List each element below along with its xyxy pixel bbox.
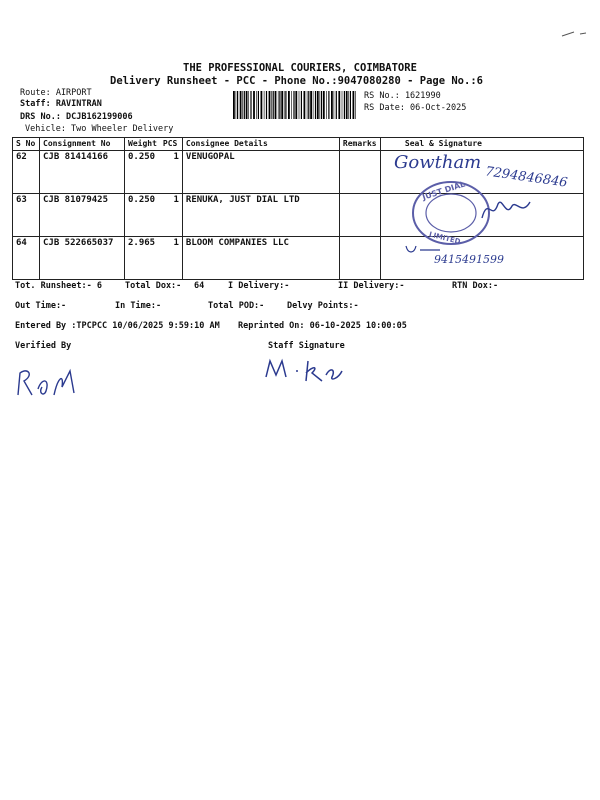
cell-consignee: VENUGOPAL [182, 151, 339, 194]
staff-signature [262, 355, 352, 385]
col-pcs: PCS [160, 138, 183, 151]
out-time: Out Time:- [15, 301, 67, 311]
handwritten-phone-1: 7294846846 [484, 164, 569, 191]
cell-consignment: CJB 81414166 [40, 151, 125, 194]
svg-text:JUST DIAL: JUST DIAL [421, 179, 467, 202]
col-weight: Weight [125, 138, 160, 151]
company-title: THE PROFESSIONAL COURIERS, COIMBATORE [183, 62, 417, 74]
cell-sno: 62 [13, 151, 40, 194]
cell-pcs: 1 [160, 151, 183, 194]
handwritten-phone-2: 9415491599 [434, 253, 504, 266]
delvy-points: Delvy Points:- [287, 301, 359, 311]
verifier-signature [14, 365, 80, 399]
cell-remarks [339, 151, 380, 194]
corner-pen-mark [560, 28, 590, 40]
rs-number: RS No.: 1621990 [364, 91, 441, 101]
svg-text:LIMITED: LIMITED [428, 230, 462, 246]
cell-weight: 0.250 [125, 194, 160, 237]
route-text: Route: AIRPORT [20, 88, 92, 98]
reprinted-on: Reprinted On: 06-10-2025 10:00:05 [238, 321, 407, 331]
in-time: In Time:- [115, 301, 162, 311]
cell-remarks [339, 194, 380, 237]
cell-sno: 63 [13, 194, 40, 237]
tot-runsheet: Tot. Runsheet:- 6 [15, 281, 102, 291]
col-sno: S No [13, 138, 40, 151]
total-dox-value: 64 [194, 281, 205, 291]
cell-consignee: BLOOM COMPANIES LLC [182, 237, 339, 280]
cell-sno: 64 [13, 237, 40, 280]
cell-pcs: 1 [160, 237, 183, 280]
table-header-row [13, 138, 584, 151]
cell-consignment: CJB 81079425 [40, 194, 125, 237]
barcode [233, 91, 358, 119]
entered-by: Entered By :TPCPCC 10/06/2025 9:59:10 AM [15, 321, 220, 331]
i-delivery: I Delivery:- [228, 281, 290, 291]
verified-by-label: Verified By [15, 341, 72, 351]
vehicle-text: Vehicle: Two Wheeler Delivery [25, 124, 174, 134]
total-dox-label: Total Dox:- [125, 281, 182, 291]
staff-text: Staff: RAVINTRAN [20, 99, 102, 109]
ii-delivery: II Delivery:- [338, 281, 405, 291]
staff-signature-label: Staff Signature [268, 341, 345, 351]
handwritten-receiver-name: Gowtham [394, 152, 482, 173]
total-pod: Total POD:- [208, 301, 265, 311]
handwritten-signature-row63 [478, 192, 538, 226]
drs-text: DRS No.: DCJB162199006 [20, 112, 133, 122]
cell-weight: 0.250 [125, 151, 160, 194]
cell-weight: 2.965 [125, 237, 160, 280]
col-remarks: Remarks [339, 138, 380, 151]
rs-date: RS Date: 06-Oct-2025 [364, 103, 467, 113]
col-seal: Seal & Signature [380, 138, 583, 151]
cell-remarks [339, 237, 380, 280]
cell-consignee: RENUKA, JUST DIAL LTD [182, 194, 339, 237]
cell-pcs: 1 [160, 194, 183, 237]
col-consignee: Consignee Details [182, 138, 339, 151]
rtn-dox: RTN Dox:- [452, 281, 499, 291]
col-consignment: Consignment No [40, 138, 125, 151]
runsheet-subtitle: Delivery Runsheet - PCC - Phone No.:9047080280 - Page No.:6 [110, 75, 483, 87]
cell-consignment: CJB 522665037 [40, 237, 125, 280]
